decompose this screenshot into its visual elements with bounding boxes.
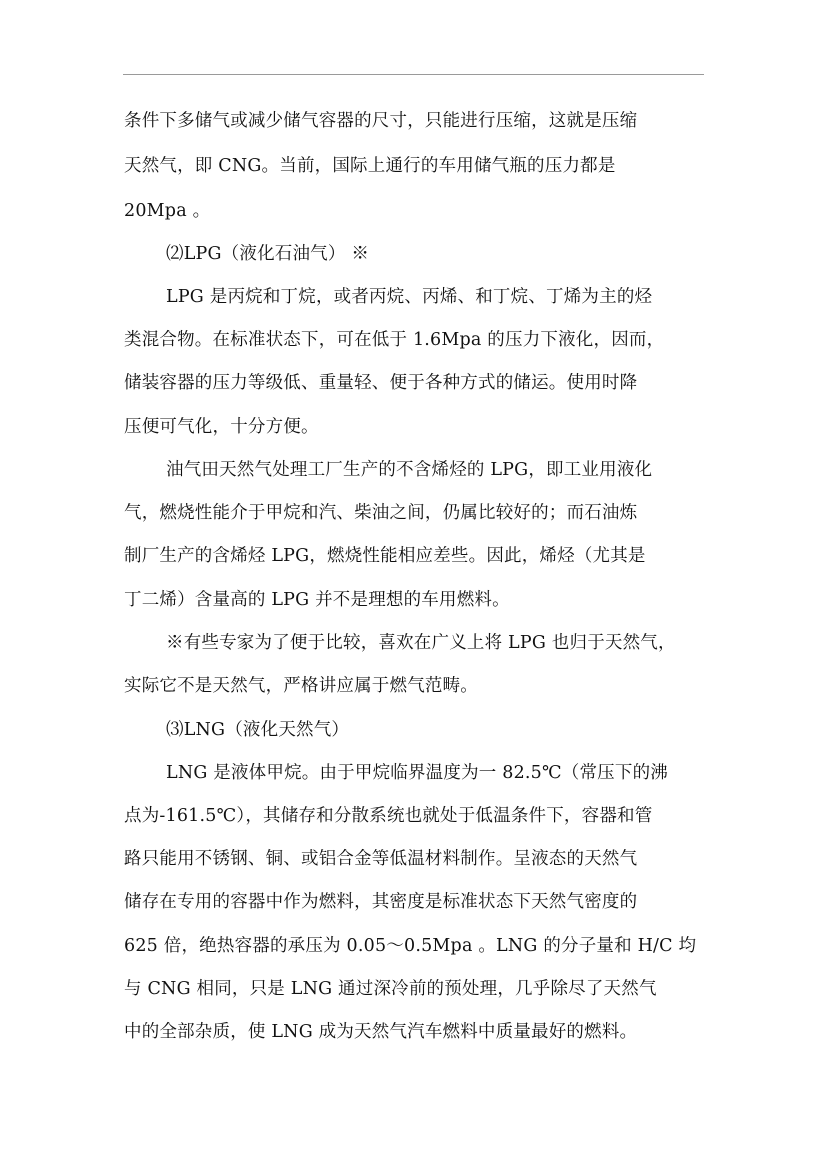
text-line: 压便可气化，十分方便。 xyxy=(124,417,319,437)
text-line: 条件下多储气或减少储气容器的尺寸，只能进行压缩，这就是压缩 xyxy=(124,111,638,131)
text-line: 20Mpa 。 xyxy=(124,201,211,221)
note-line: ※有些专家为了便于比较，喜欢在广义上将 LPG 也归于天然气， xyxy=(166,633,676,653)
text-line: 储装容器的压力等级低、重量轻、便于各种方式的储运。使用时降 xyxy=(124,373,638,393)
text-line: 中的全部杂质，使 LNG 成为天然气汽车燃料中质量最好的燃料。 xyxy=(124,1022,638,1042)
text-line: 丁二烯）含量高的 LPG 并不是理想的车用燃料。 xyxy=(124,590,510,610)
text-line: LPG 是丙烷和丁烷，或者丙烷、丙烯、和丁烷、丁烯为主的烃 xyxy=(166,287,653,307)
text-line: 625 倍，绝热容器的承压为 0.05～0.5Mpa 。LNG 的分子量和 H/C 均 xyxy=(124,936,697,956)
section-heading-lng: ⑶LNG（液化天然气） xyxy=(166,720,350,740)
text-line: LNG 是液体甲烷。由于甲烷临界温度为一 82.5℃（常压下的沸 xyxy=(166,763,668,783)
text-line: 制厂生产的含烯烃 LPG，燃烧性能相应差些。因此，烯烃（尤其是 xyxy=(124,546,646,566)
text-line: 油气田天然气处理工厂生产的不含烯烃的 LPG，即工业用液化 xyxy=(166,460,653,480)
section-heading-lpg: ⑵LPG（液化石油气） ※ xyxy=(166,244,370,264)
text-line: 与 CNG 相同，只是 LNG 通过深冷前的预处理，几乎除尽了天然气 xyxy=(124,979,657,999)
text-line: 路只能用不锈钢、铜、或铝合金等低温材料制作。呈液态的天然气 xyxy=(124,849,638,869)
header-rule xyxy=(123,74,704,75)
text-line: 天然气，即 CNG。当前，国际上通行的车用储气瓶的压力都是 xyxy=(124,156,616,176)
note-line: 实际它不是天然气，严格讲应属于燃气范畴。 xyxy=(124,676,478,696)
text-line: 类混合物。在标准状态下，可在低于 1.6Mpa 的压力下液化，因而， xyxy=(124,330,665,350)
text-line: 储存在专用的容器中作为燃料，其密度是标准状态下天然气密度的 xyxy=(124,892,638,912)
text-line: 点为-161.5℃），其储存和分散系统也就处于低温条件下，容器和管 xyxy=(124,806,653,826)
text-line: 气，燃烧性能介于甲烷和汽、柴油之间，仍属比较好的；而石油炼 xyxy=(124,503,638,523)
